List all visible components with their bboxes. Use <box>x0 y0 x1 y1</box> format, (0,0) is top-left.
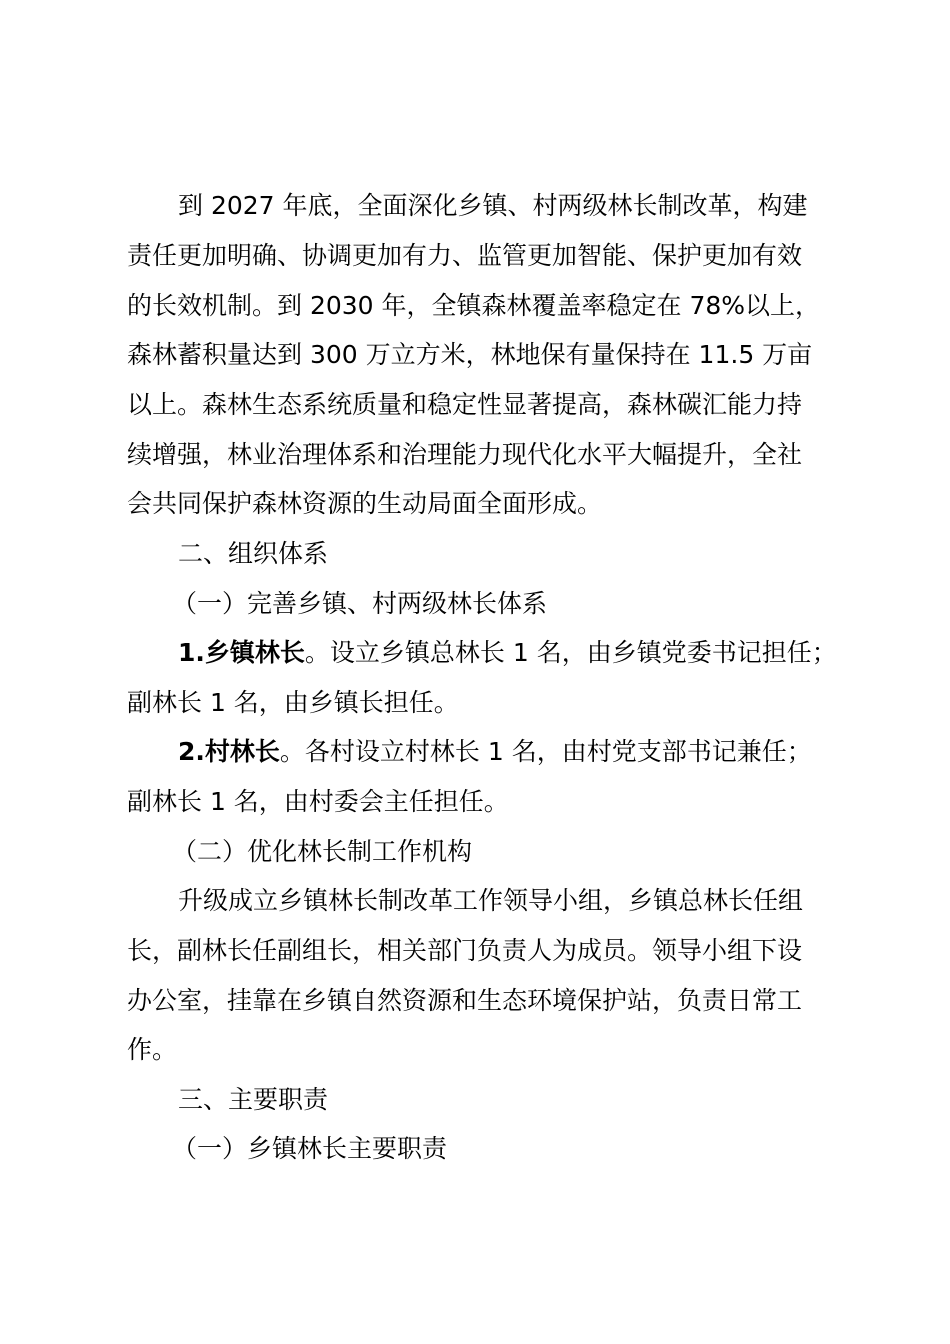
paragraph-office-line-3 <box>0 976 950 1026</box>
text-line: 。各村设立村林长 1 名，由村党支部书记兼任； <box>279 737 812 766</box>
text-line: 续增强，林业治理体系和治理能力现代化水平大幅提升，全社 <box>127 440 803 469</box>
section-heading-duties <box>0 1075 950 1125</box>
text-line: 。设立乡镇总林长 1 名，由乡镇党委书记担任； <box>304 638 837 667</box>
heading-text: 三、主要职责 <box>178 1085 329 1114</box>
text-line: 的长效机制。到 2030 年，全镇森林覆盖率稳定在 78%以上， <box>127 291 821 320</box>
text-line: 会共同保护森林资源的生动局面全面形成。 <box>127 489 603 518</box>
section-heading-organization <box>0 529 950 579</box>
text-line: 以上。森林生态系统质量和稳定性显著提高，森林碳汇能力持 <box>127 390 803 419</box>
text-line: 到 2027 年底，全面深化乡镇、村两级林长制改革，构建 <box>178 191 808 220</box>
item-village-forest-chief-line-2 <box>0 777 950 827</box>
text-line: 长，副林长任副组长，相关部门负责人为成员。领导小组下设 <box>127 936 803 965</box>
text-line: 副林长 1 名，由乡镇长担任。 <box>127 688 459 717</box>
text-line: 办公室，挂靠在乡镇自然资源和生态环境保护站，负责日常工 <box>127 986 803 1015</box>
paragraph-goal-line-7 <box>0 479 950 529</box>
item-title: 2.村林长 <box>178 737 280 766</box>
paragraph-goal-line-2 <box>0 231 950 281</box>
heading-text: 二、组织体系 <box>178 539 329 568</box>
paragraph-office-line-1 <box>0 876 950 926</box>
paragraph-goal-line-1 <box>0 181 950 231</box>
heading-text: （二）优化林长制工作机构 <box>172 837 473 866</box>
paragraph-office-line-2 <box>0 926 950 976</box>
text-line: 副林长 1 名，由村委会主任担任。 <box>127 787 509 816</box>
subsection-heading-1 <box>0 579 950 629</box>
text-line: 责任更加明确、协调更加有力、监管更加智能、保护更加有效 <box>127 241 803 270</box>
paragraph-office-line-4 <box>0 1025 950 1075</box>
item-title: 1.乡镇林长 <box>178 638 305 667</box>
subsection-heading-3 <box>0 1124 950 1174</box>
paragraph-goal-line-6 <box>0 430 950 480</box>
item-village-forest-chief-line-1 <box>0 727 950 777</box>
text-line: 森林蓄积量达到 300 万立方米，林地保有量保持在 11.5 万亩 <box>127 340 813 369</box>
text-line: 作。 <box>127 1035 178 1064</box>
paragraph-goal-line-5 <box>0 380 950 430</box>
heading-text: （一）完善乡镇、村两级林长体系 <box>172 589 548 618</box>
paragraph-goal-line-4 <box>0 330 950 380</box>
text-line: 升级成立乡镇林长制改革工作领导小组，乡镇总林长任组 <box>178 886 804 915</box>
paragraph-goal-line-3 <box>0 281 950 331</box>
subsection-heading-2 <box>0 827 950 877</box>
heading-text: （一）乡镇林长主要职责 <box>172 1134 448 1163</box>
item-township-forest-chief-line-2 <box>0 678 950 728</box>
item-township-forest-chief-line-1 <box>0 628 950 678</box>
